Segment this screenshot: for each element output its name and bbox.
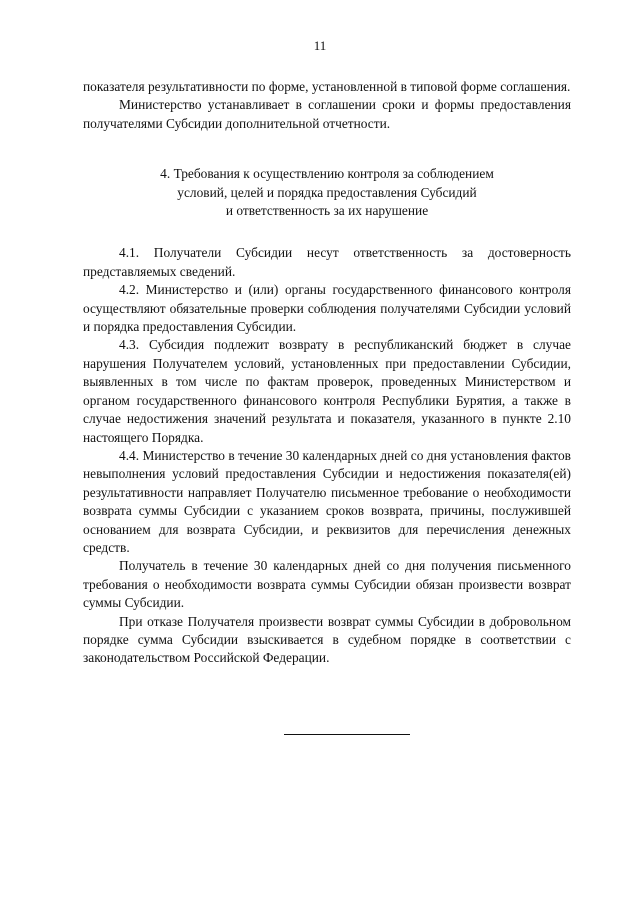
section-heading — [83, 165, 571, 220]
paragraph-4-2: 4.2. Министерство и (или) органы государственного финансового контроля осуществляют обязательные проверки соблюдения получателями Субсидии условий и порядка предоставления Субсидии. — [83, 282, 571, 335]
paragraph-4-1: 4.1. Получатели Субсидии несут ответственность за достоверность представляемых сведений. — [83, 245, 571, 279]
paragraph-4-4: 4.4. Министерство в течение 30 календарных дней со дня установления фактов невыполнения условий предоставления Субсидии и недостижения показателя(ей) результативности направляет Получателю письменное требование о необходимости возврата суммы Субсидии с указанием сроков возврата, причины, послужившей основанием для возврата Субсидии, и реквизитов для перечисления денежных средств. — [83, 447, 571, 555]
paragraph-refusal: При отказе Получателя произвести возврат суммы Субсидии в добровольном порядке сумма Субсидии взыскивается в судебном порядке в соответствии с законодательством Российской Федерации. — [83, 613, 571, 666]
paragraph-continuation: показателя результативности по форме, установленной в типовой форме соглашения. — [83, 79, 571, 94]
page-number: 11 — [313, 38, 327, 53]
paragraph-4-3: 4.3. Субсидия подлежит возврату в республиканский бюджет в случае нарушения Получателем условий, установленных при предоставлении Субсидии, выявленных в том числе по фактам проверок, проведенных Министерством и органом государственного финансового контроля Республики Бурятия, а также в случае недостижения значений результата и показателя, указанного в пункте 2.10 настоящего Порядка. — [83, 337, 571, 445]
section-heading-line: условий, целей и порядка предоставления Субсидий — [177, 184, 477, 200]
document-body — [83, 78, 571, 668]
paragraph-return-obligation: Получатель в течение 30 календарных дней со дня получения письменного требования о необходимости возврата суммы Субсидии обязан произвести возврат суммы Субсидии. — [83, 558, 571, 611]
section-heading-line: и ответственность за их нарушение — [225, 203, 429, 219]
section-heading-line: 4. Требования к осуществлению контроля за соблюдением — [160, 166, 494, 182]
end-separator-line — [284, 734, 410, 735]
paragraph-reporting: Министерство устанавливает в соглашении сроки и формы предоставления получателями Субсидии дополнительной отчетности. — [83, 97, 571, 131]
